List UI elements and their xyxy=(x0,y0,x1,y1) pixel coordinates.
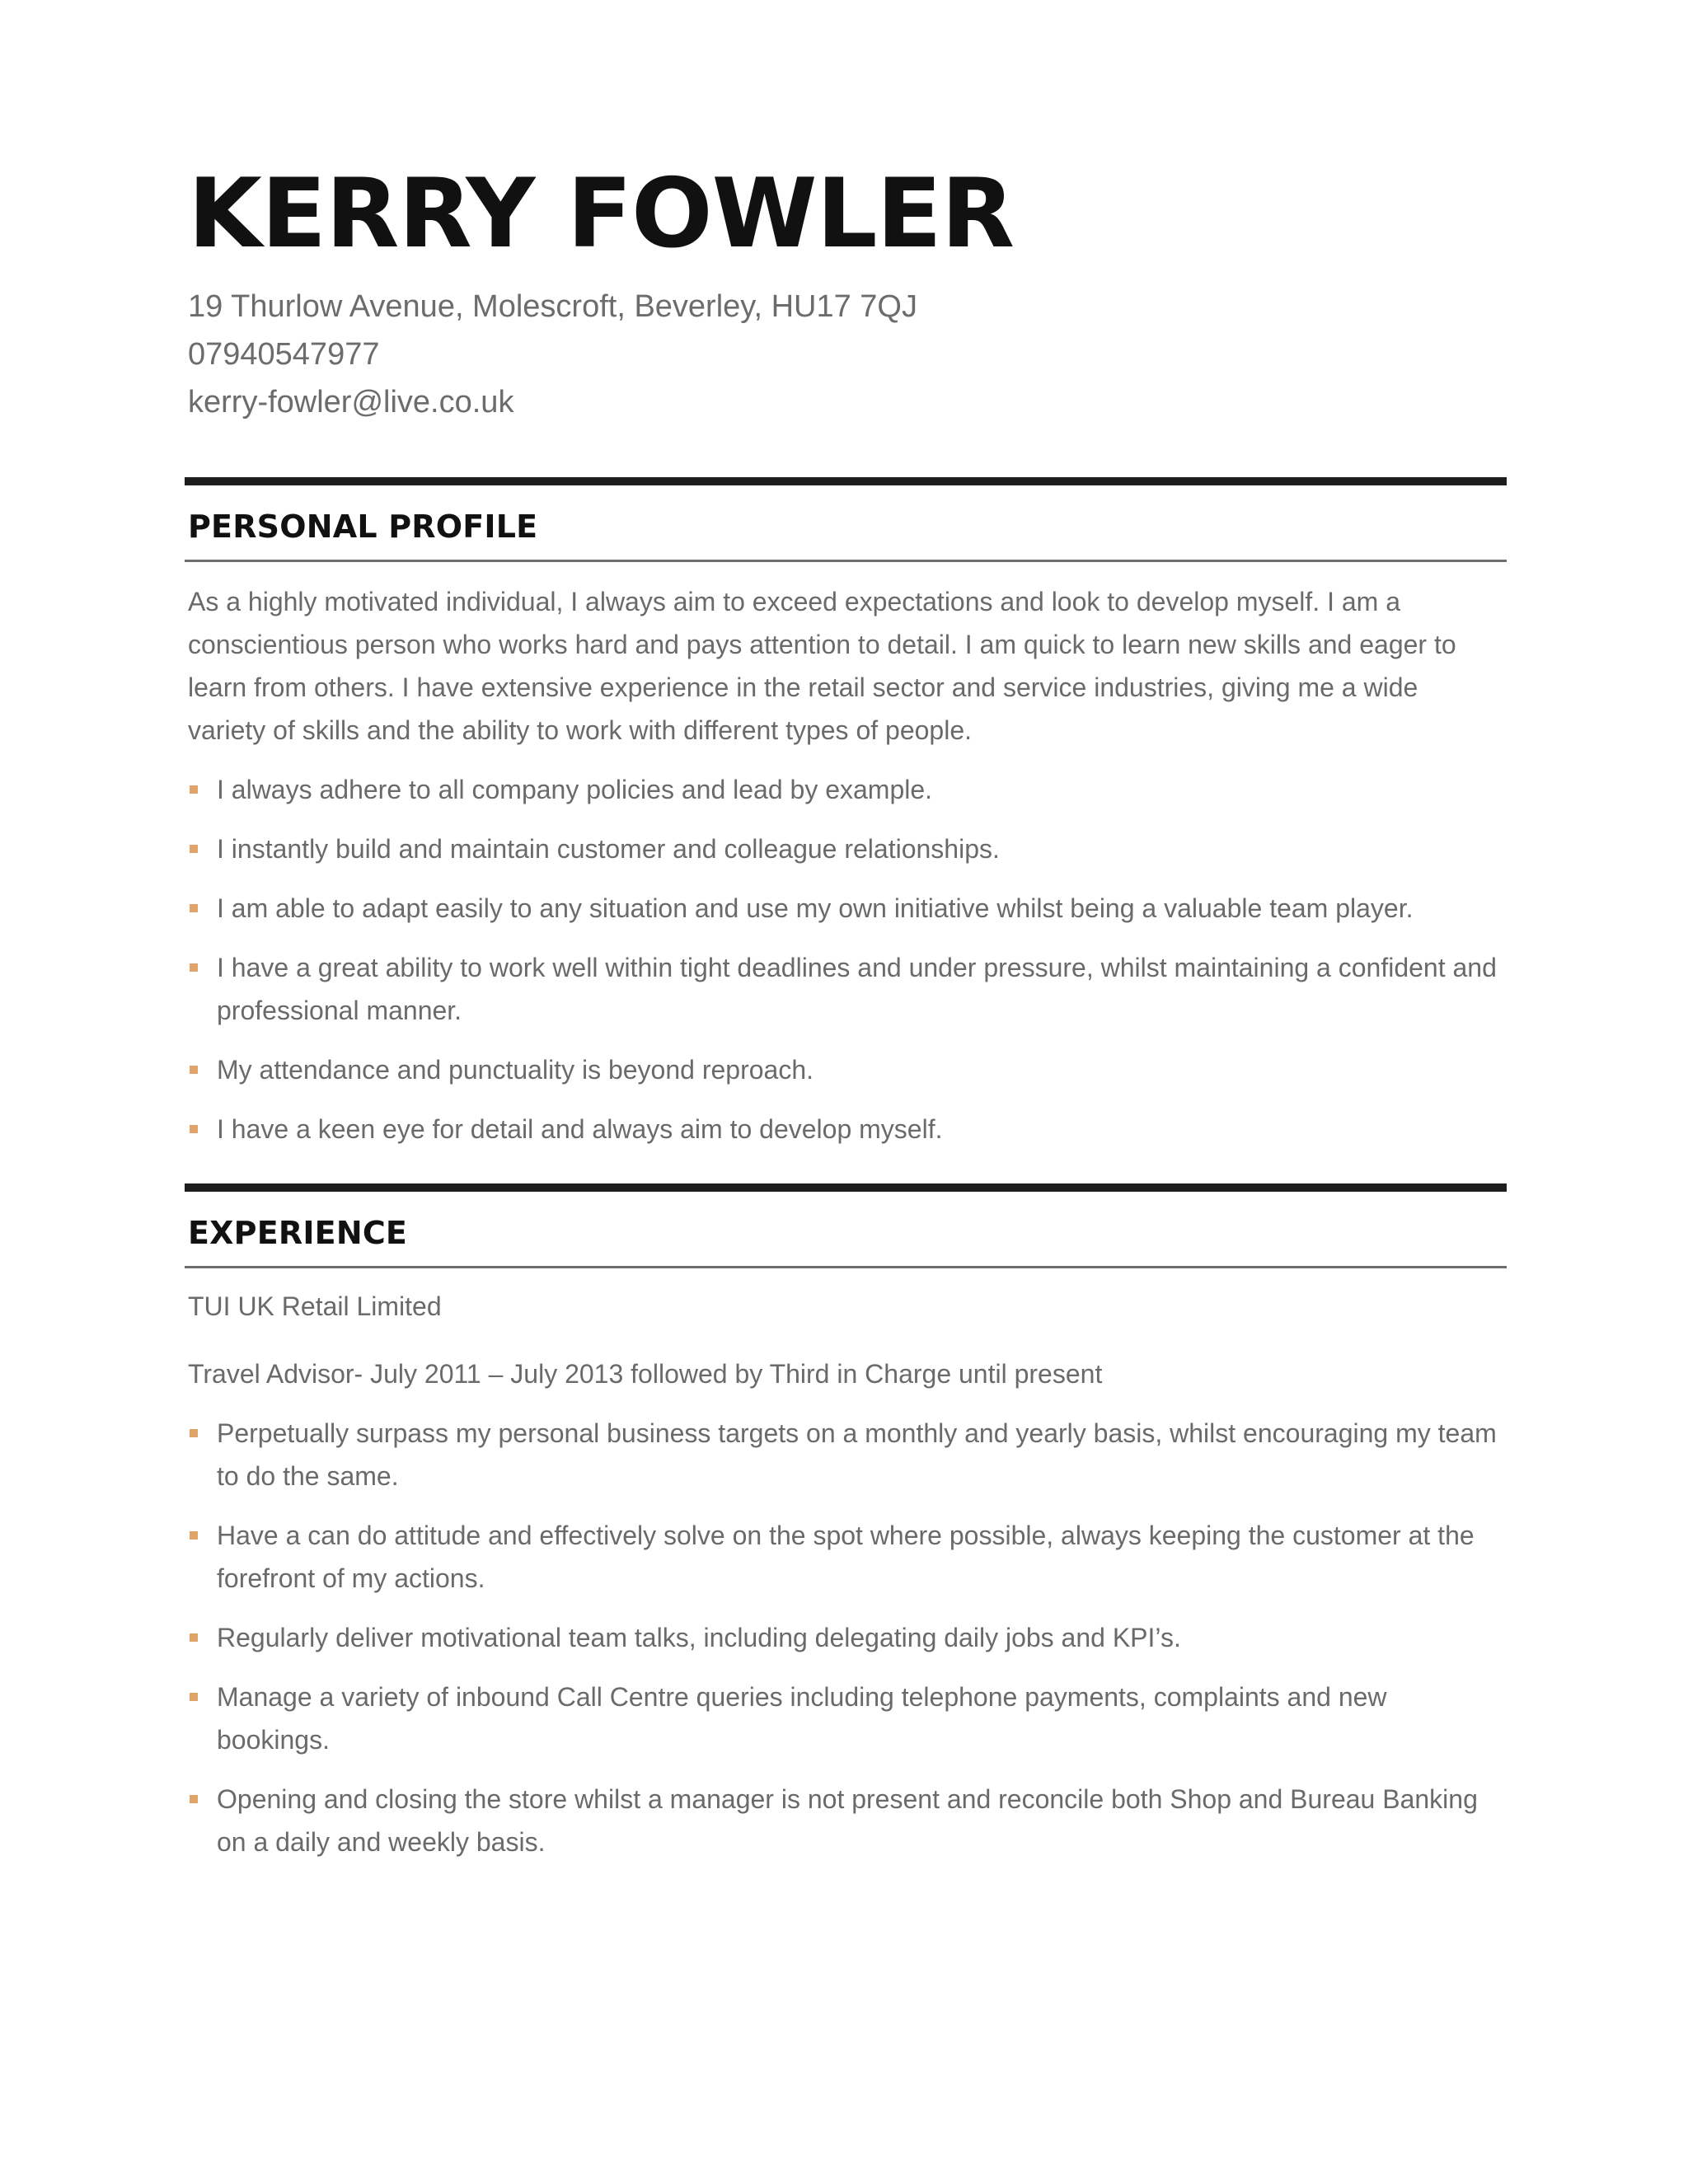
experience-bullet-list xyxy=(188,1412,1507,1863)
list-item xyxy=(188,946,1507,1032)
list-item-text: Opening and closing the store whilst a manager is not present and reconcile both Shop and Bureau Banking on a daily and weekly basis. xyxy=(217,1784,1478,1857)
list-item-text: Perpetually surpass my personal business targets on a monthly and yearly basis, whilst encouraging my team to do the same. xyxy=(217,1418,1497,1491)
list-item-text: Regularly deliver motivational team talks, including delegating daily jobs and KPI’s. xyxy=(217,1623,1181,1652)
section-divider-thin xyxy=(185,560,1507,562)
list-item xyxy=(188,1675,1507,1761)
square-bullet-icon xyxy=(190,1633,198,1642)
contact-phone: 07940547977 xyxy=(188,337,380,372)
list-item-text: Manage a variety of inbound Call Centre queries including telephone payments, complaints and new bookings. xyxy=(217,1682,1387,1755)
list-item xyxy=(188,1778,1507,1863)
list-item xyxy=(188,827,1507,870)
candidate-name: KERRY FOWLER xyxy=(188,158,1015,269)
square-bullet-icon xyxy=(190,963,198,972)
profile-summary: As a highly motivated individual, I always aim to exceed expectations and look to develop myself. I am a conscientious person who works hard and pays attention to detail. I am quick to learn new skills and eager to learn from others. I have extensive experience in the retail sector and service industries, giving me a wide variety of skills and the ability to work with different types of people. xyxy=(188,587,1456,745)
square-bullet-icon xyxy=(190,785,198,794)
experience-section xyxy=(185,1183,1507,1863)
list-item xyxy=(188,1616,1507,1659)
list-item-text: My attendance and punctuality is beyond reproach. xyxy=(217,1055,814,1085)
list-item xyxy=(188,1412,1507,1497)
resume-page xyxy=(185,158,1507,1880)
square-bullet-icon xyxy=(190,1429,198,1437)
list-item xyxy=(188,768,1507,811)
square-bullet-icon xyxy=(190,1125,198,1133)
personal-profile-section xyxy=(185,477,1507,1151)
square-bullet-icon xyxy=(190,1795,198,1803)
employer-name: TUI UK Retail Limited xyxy=(188,1291,442,1321)
contact-address: 19 Thurlow Avenue, Molescroft, Beverley, HU17 7QJ xyxy=(188,289,917,324)
profile-bullet-list xyxy=(188,768,1507,1151)
square-bullet-icon xyxy=(190,845,198,853)
list-item-text: I am able to adapt easily to any situation and use my own initiative whilst being a valuable team player. xyxy=(217,893,1414,923)
square-bullet-icon xyxy=(190,1693,198,1701)
list-item xyxy=(188,887,1507,930)
square-bullet-icon xyxy=(190,904,198,912)
section-divider-thick xyxy=(185,477,1507,485)
job-title-dates: Travel Advisor- July 2011 – July 2013 followed by Third in Charge until present xyxy=(188,1359,1103,1389)
list-item-text: I always adhere to all company policies and lead by example. xyxy=(217,775,933,804)
list-item xyxy=(188,1514,1507,1600)
section-divider-thin xyxy=(185,1266,1507,1268)
list-item-text: Have a can do attitude and effectively solve on the spot where possible, always keeping the customer at the forefront of my actions. xyxy=(217,1521,1475,1593)
list-item-text: I have a keen eye for detail and always aim to develop myself. xyxy=(217,1114,943,1144)
list-item-text: I have a great ability to work well within tight deadlines and under pressure, whilst maintaining a confident and professional manner. xyxy=(217,953,1497,1025)
list-item xyxy=(188,1108,1507,1151)
contact-email: kerry-fowler@live.co.uk xyxy=(188,385,514,419)
list-item-text: I instantly build and maintain customer and colleague relationships. xyxy=(217,834,1000,864)
list-item xyxy=(188,1048,1507,1091)
section-divider-thick xyxy=(185,1183,1507,1192)
square-bullet-icon xyxy=(190,1531,198,1540)
section-heading-profile: PERSONAL PROFILE xyxy=(188,509,538,545)
square-bullet-icon xyxy=(190,1066,198,1074)
section-heading-experience: EXPERIENCE xyxy=(188,1215,408,1251)
